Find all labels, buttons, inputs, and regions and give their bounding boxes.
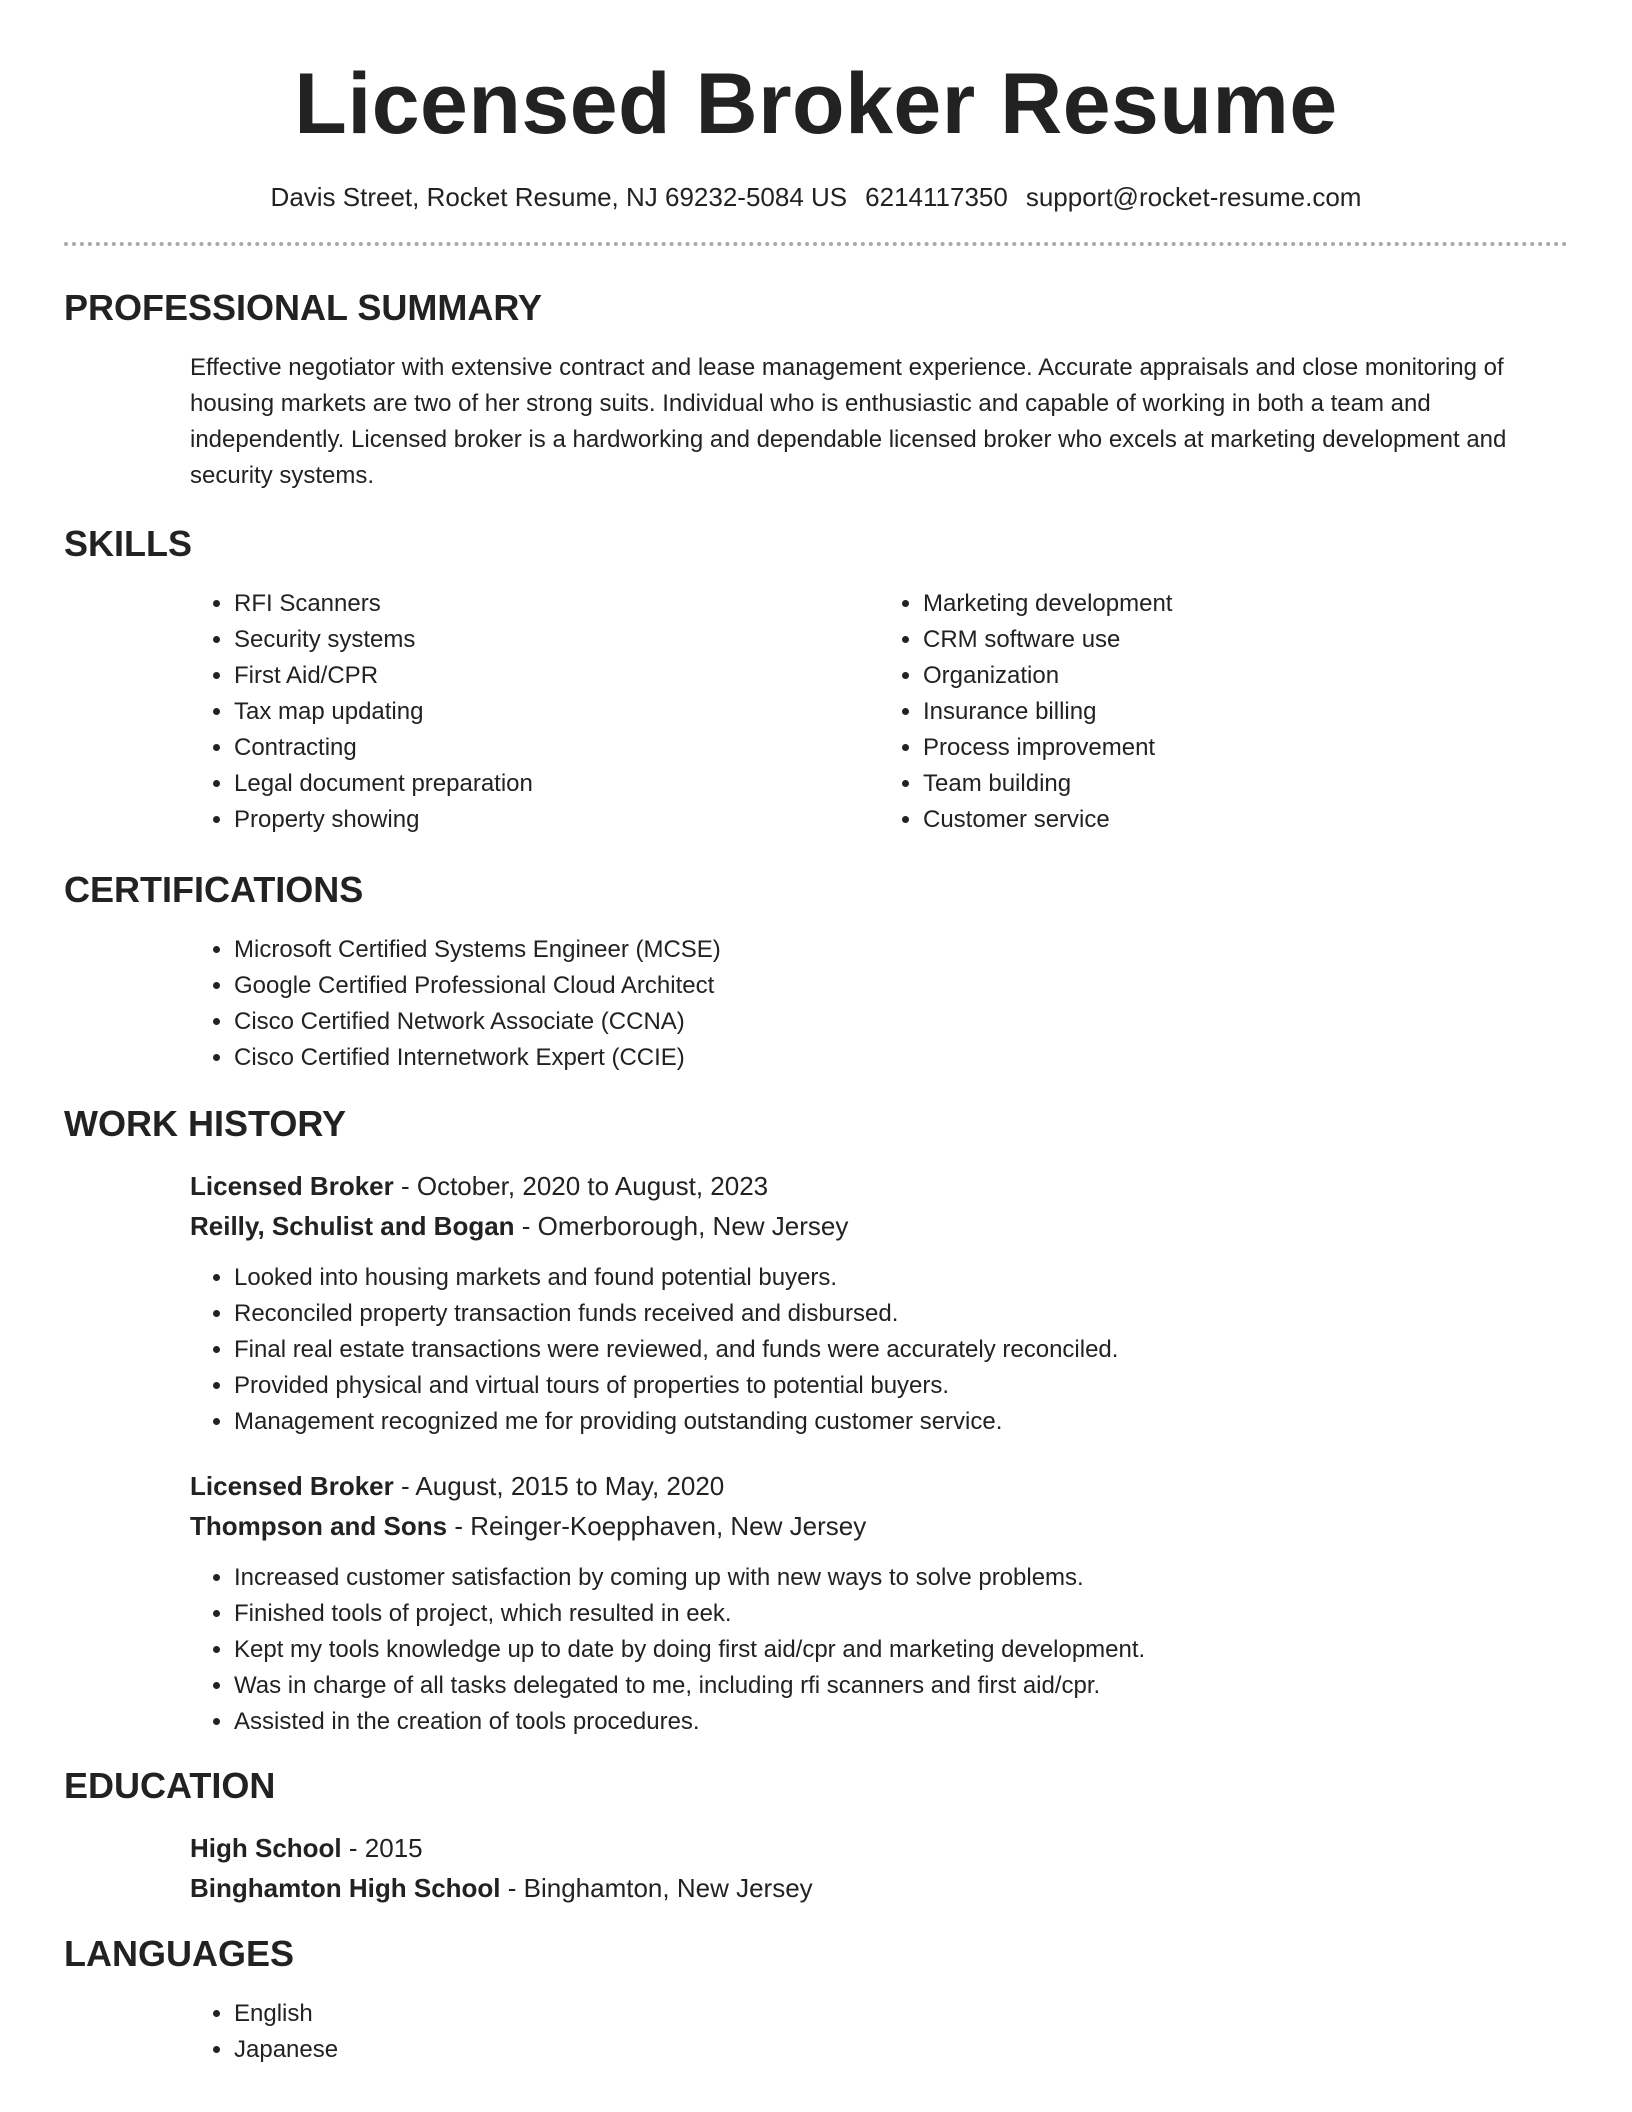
contact-line (64, 180, 1568, 214)
header-divider (64, 242, 1568, 246)
certification-item: • Cisco Certified Network Associate (CCNA) (234, 1004, 1568, 1040)
job-company: Thompson and Sons (190, 1511, 448, 1541)
job-bullets (190, 1560, 1568, 1740)
job-bullet: • Increased customer satisfaction by coming up with new ways to solve problems. (234, 1560, 1568, 1596)
job-company: Reilly, Schulist and Bogan (190, 1211, 515, 1241)
certifications-heading: CERTIFICATIONS (64, 869, 364, 910)
skills-heading: SKILLS (64, 523, 193, 564)
education-school: Binghamton High School (190, 1873, 501, 1903)
job-company-line (190, 1506, 1568, 1546)
skill-item: • First Aid/CPR (234, 658, 879, 694)
certifications-list (190, 932, 1568, 1076)
job-bullet: • Provided physical and virtual tours of properties to potential buyers. (234, 1368, 1568, 1404)
job-bullet: • Final real estate transactions were reviewed, and funds were accurately reconciled. (234, 1332, 1568, 1368)
job-title: Licensed Broker (190, 1171, 394, 1201)
skills-list-left (190, 586, 879, 838)
education-degree-line (190, 1828, 1568, 1868)
certification-item: • Cisco Certified Internetwork Expert (CCIE) (234, 1040, 1568, 1076)
skill-item: • Insurance billing (923, 694, 1568, 730)
contact-email: support@rocket-resume.com (1025, 182, 1362, 212)
education-year: - 2015 (341, 1833, 423, 1863)
skill-item: • CRM software use (923, 622, 1568, 658)
education-body (190, 1828, 1568, 1908)
job-location: - Reinger-Koepphaven, New Jersey (447, 1511, 867, 1541)
job-bullet: • Was in charge of all tasks delegated to me, including rfi scanners and first aid/cpr. (234, 1668, 1568, 1704)
skill-item: • Legal document preparation (234, 766, 879, 802)
summary-section (64, 286, 1568, 494)
skill-item: • Organization (923, 658, 1568, 694)
resume-title: Licensed Broker Resume (294, 56, 1338, 152)
job-bullet: • Kept my tools knowledge up to date by doing first aid/cpr and marketing development. (234, 1632, 1568, 1668)
language-item: • English (234, 1996, 1568, 2032)
summary-text: Effective negotiator with extensive contract and lease management experience. Accurate appraisals and close monitoring of housing markets are two of her strong suits. Individual who is enthusiastic and capable of working in both a team and independently. Licensed broker is a hardworking and dependable licensed broker who excels at marketing development and security systems. (190, 354, 1507, 489)
education-location: - Binghamton, New Jersey (500, 1873, 813, 1903)
work-history-section (64, 1102, 1568, 1740)
languages-body (190, 1996, 1568, 2068)
skill-item: • Contracting (234, 730, 879, 766)
certification-item: • Microsoft Certified Systems Engineer (MCSE) (234, 932, 1568, 968)
job-location: - Omerborough, New Jersey (514, 1211, 849, 1241)
skills-columns (190, 586, 1568, 838)
skill-item: • Team building (923, 766, 1568, 802)
job-entry (190, 1466, 1568, 1740)
job-bullets (190, 1260, 1568, 1440)
language-item: • Japanese (234, 2032, 1568, 2068)
skill-item: • Property showing (234, 802, 879, 838)
skill-item: • Marketing development (923, 586, 1568, 622)
skill-item: • Customer service (923, 802, 1568, 838)
certifications-body (190, 932, 1568, 1076)
skill-item: • RFI Scanners (234, 586, 879, 622)
languages-list (190, 1996, 1568, 2068)
languages-heading: LANGUAGES (64, 1933, 295, 1974)
certifications-section (64, 868, 1568, 1076)
certification-item: • Google Certified Professional Cloud Architect (234, 968, 1568, 1004)
skill-item: • Tax map updating (234, 694, 879, 730)
summary-heading: PROFESSIONAL SUMMARY (64, 287, 543, 328)
job-bullet: • Assisted in the creation of tools procedures. (234, 1704, 1568, 1740)
work-history-body (190, 1166, 1568, 1740)
job-dates: - August, 2015 to May, 2020 (393, 1471, 725, 1501)
education-degree: High School (190, 1833, 342, 1863)
job-dates: - October, 2020 to August, 2023 (393, 1171, 769, 1201)
skills-list-right (879, 586, 1568, 838)
job-title-line (190, 1466, 1568, 1506)
education-heading: EDUCATION (64, 1765, 276, 1806)
job-title-line (190, 1166, 1568, 1206)
skill-item: • Process improvement (923, 730, 1568, 766)
languages-section (64, 1932, 1568, 2068)
education-section (64, 1764, 1568, 1908)
job-entry (190, 1166, 1568, 1440)
contact-address: Davis Street, Rocket Resume, NJ 69232-5084 US (270, 182, 848, 212)
job-bullet: • Looked into housing markets and found potential buyers. (234, 1260, 1568, 1296)
education-school-line (190, 1868, 1568, 1908)
contact-phone: 6214117350 (865, 182, 1008, 212)
job-bullet: • Reconciled property transaction funds received and disbursed. (234, 1296, 1568, 1332)
skill-item: • Security systems (234, 622, 879, 658)
work-history-heading: WORK HISTORY (64, 1103, 347, 1144)
job-bullet: • Finished tools of project, which resulted in eek. (234, 1596, 1568, 1632)
job-bullet: • Management recognized me for providing outstanding customer service. (234, 1404, 1568, 1440)
summary-body (190, 350, 1568, 494)
job-company-line (190, 1206, 1568, 1246)
job-title: Licensed Broker (190, 1471, 394, 1501)
skills-section (64, 522, 1568, 838)
